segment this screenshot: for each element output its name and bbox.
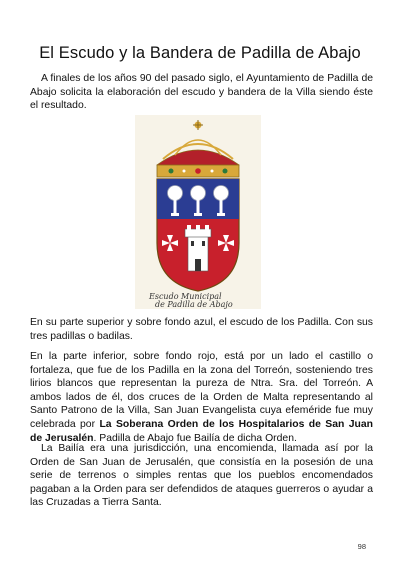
paragraph-lower-shield — [30, 350, 373, 445]
order-name-bold: La Soberana Orden de los Hospitalarios de San Juan de Jerusalén — [30, 418, 373, 444]
paragraph-lower-text-b: . Padilla de Abajo fue Bailía de dicha Orden. — [93, 432, 297, 444]
castle-icon — [185, 225, 211, 271]
page-title: El Escudo y la Bandera de Padilla de Abajo — [39, 44, 361, 62]
page-number: 98 — [357, 542, 366, 551]
paragraph-lower-text-a: En la parte inferior, sobre fondo rojo, está por un lado el castillo o fortaleza, que fue de los Padilla en la zona del Torreón, sosteniendo tres lirios blancos que representan la pureza de Ntra. Sra. del Torreón. A ambos lados de él, dos cruces de la Orden de Malta representando al Santo Patrono de la Villa, San Juan Evangelista cuya efeméride fue muy celebrada por — [30, 351, 373, 430]
coat-of-arms-image — [135, 115, 261, 309]
paragraph-upper-shield: En su parte superior y sobre fondo azul, el escudo de los Padilla. Con sus tres padillas o badilas. — [30, 317, 373, 342]
coat-of-arms-figure — [135, 115, 261, 309]
figure-caption-line1: Escudo Municipal — [149, 292, 222, 301]
figure-caption-line2: de Padilla de Abajo — [155, 300, 233, 309]
paragraph-intro: A finales de los años 90 del pasado siglo, el Ayuntamiento de Padilla de Abajo solicita la elaboración del escudo y bandera de la Villa siendo éste el resultado. — [30, 73, 373, 112]
crown-icon — [157, 120, 239, 177]
paragraph-bailia: La Bailía era una jurisdicción, una encomienda, llamada así por la Orden de San Juan de Jerusalén, que consistía en la posesión de una serie de terrenos o simples rentas que los pueblos encomendados pagaban a la Orden para ser defendidos de ataques guerreros o ayudar a las Cruzadas a Tierra Santa. — [30, 443, 373, 509]
